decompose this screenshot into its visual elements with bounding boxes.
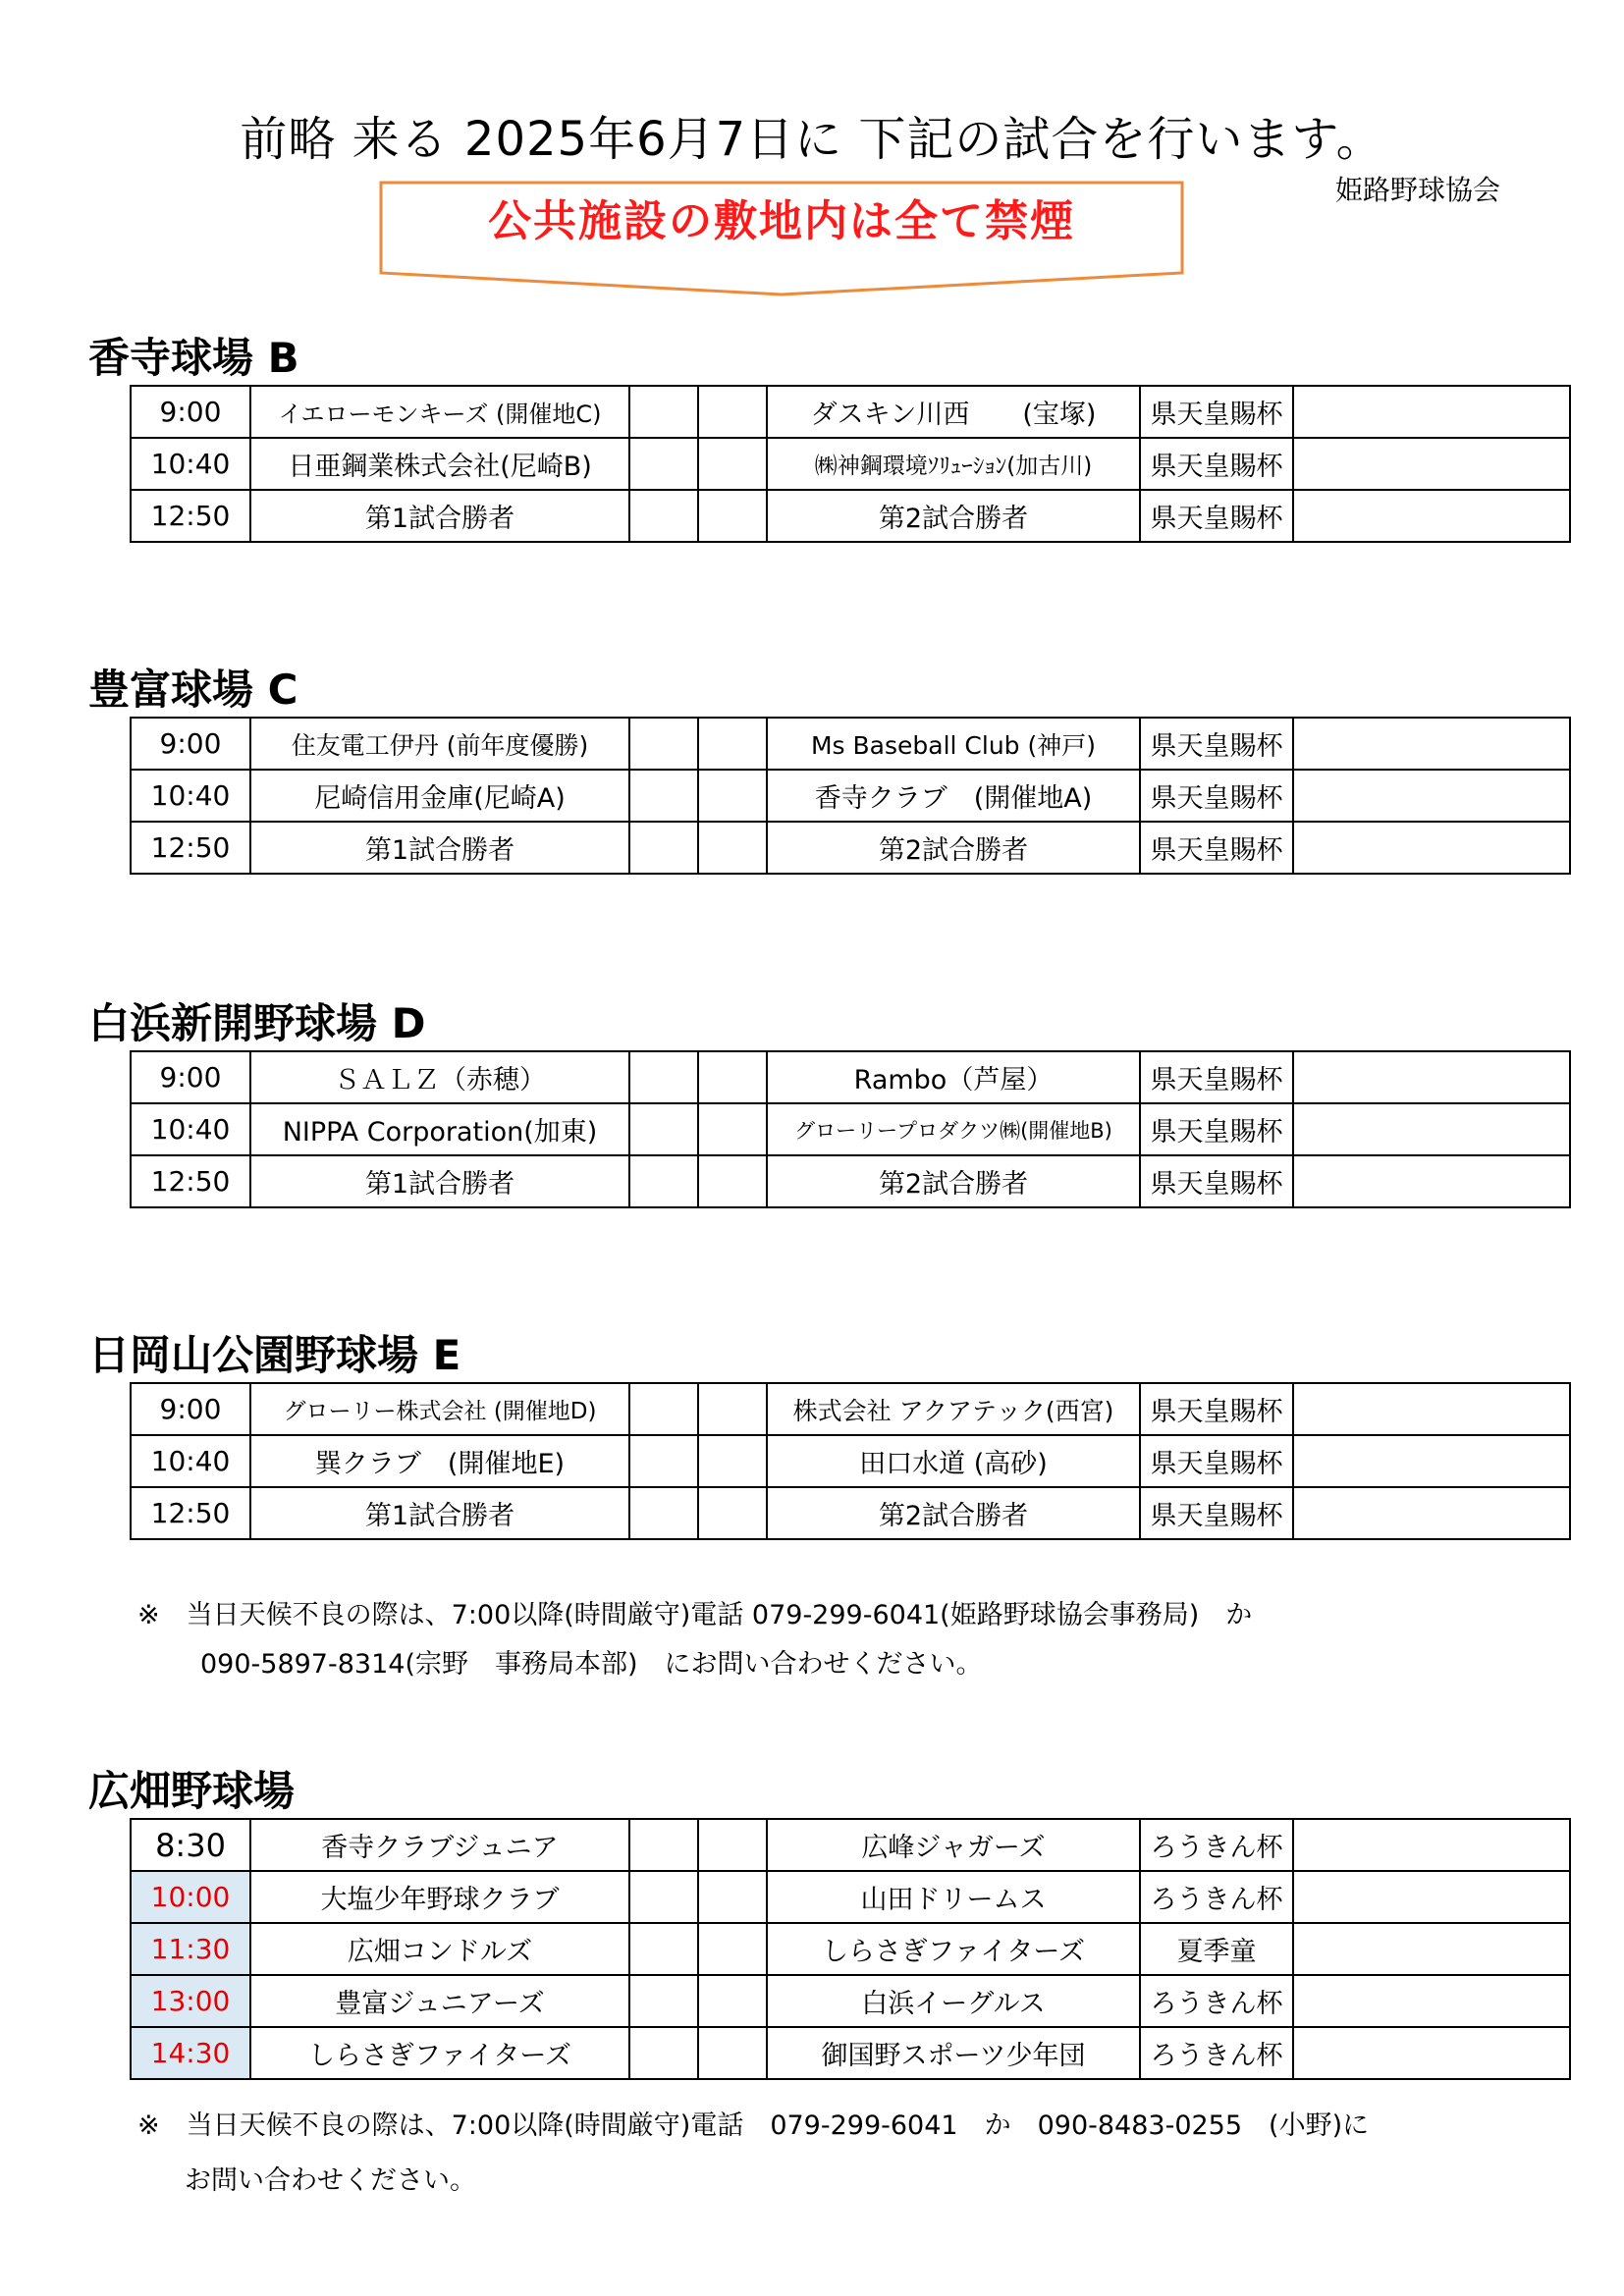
organization-name: 姫路野球協会 xyxy=(1335,174,1501,206)
home-team-cell: 日亜鋼業株式会社(尼崎B) xyxy=(250,438,629,490)
home-team-cell: 住友電工伊丹 (前年度優勝) xyxy=(250,718,629,770)
score-cell xyxy=(629,490,698,542)
score-cell xyxy=(698,490,767,542)
home-team-cell: 第1試合勝者 xyxy=(250,1487,629,1539)
table-row xyxy=(131,1103,1570,1155)
time-cell: 10:40 xyxy=(131,770,250,822)
cup-cell: 県天皇賜杯 xyxy=(1140,438,1293,490)
time-cell: 12:50 xyxy=(131,822,250,874)
banner-text: 公共施設の敷地内は全て禁煙 xyxy=(488,196,1075,246)
time-cell: 10:00 xyxy=(131,1871,250,1923)
table-row xyxy=(131,822,1570,874)
time-cell: 10:40 xyxy=(131,1435,250,1487)
home-team-cell: 尼崎信用金庫(尼崎A) xyxy=(250,770,629,822)
time-cell: 9:00 xyxy=(131,718,250,770)
score-cell xyxy=(698,718,767,770)
score-cell xyxy=(629,1155,698,1207)
table-row xyxy=(131,1383,1570,1435)
table-row xyxy=(131,1435,1570,1487)
score-cell xyxy=(698,1383,767,1435)
time-cell: 9:00 xyxy=(131,1051,250,1103)
time-cell: 12:50 xyxy=(131,1487,250,1539)
score-cell xyxy=(629,1819,698,1871)
time-cell: 14:30 xyxy=(131,2027,250,2079)
venue-title-d: 白浜新開野球場 D xyxy=(88,999,426,1047)
cup-cell: 県天皇賜杯 xyxy=(1140,1155,1293,1207)
home-team-cell: 香寺クラブジュニア xyxy=(250,1819,629,1871)
score-cell xyxy=(698,770,767,822)
score-cell xyxy=(629,770,698,822)
cup-cell: 県天皇賜杯 xyxy=(1140,490,1293,542)
home-team-cell: ＳＡＬＺ（赤穂） xyxy=(250,1051,629,1103)
away-team-cell: Rambo（芦屋） xyxy=(767,1051,1140,1103)
score-cell xyxy=(698,386,767,438)
schedule-table-d xyxy=(130,1050,1571,1208)
notes-cell xyxy=(1293,1923,1570,1975)
score-cell xyxy=(629,1487,698,1539)
schedule-table-e xyxy=(130,1382,1571,1540)
home-team-cell: 第1試合勝者 xyxy=(250,490,629,542)
table-row xyxy=(131,1051,1570,1103)
away-team-cell: グローリープロダクツ㈱(開催地B) xyxy=(767,1103,1140,1155)
score-cell xyxy=(698,2027,767,2079)
time-cell: 8:30 xyxy=(131,1819,250,1871)
score-cell xyxy=(698,1975,767,2027)
cup-cell: ろうきん杯 xyxy=(1140,1819,1293,1871)
score-cell xyxy=(629,386,698,438)
notes-cell xyxy=(1293,1051,1570,1103)
score-cell xyxy=(698,438,767,490)
score-cell xyxy=(629,1923,698,1975)
score-cell xyxy=(698,1487,767,1539)
table-row xyxy=(131,1923,1570,1975)
home-team-cell: しらさぎファイターズ xyxy=(250,2027,629,2079)
home-team-cell: 広畑コンドルズ xyxy=(250,1923,629,1975)
score-cell xyxy=(698,1871,767,1923)
notes-cell xyxy=(1293,1819,1570,1871)
venue-title-hirohata: 広畑野球場 xyxy=(88,1767,296,1815)
away-team-cell: Ms Baseball Club (神戸) xyxy=(767,718,1140,770)
score-cell xyxy=(629,2027,698,2079)
cup-cell: 県天皇賜杯 xyxy=(1140,822,1293,874)
time-cell: 12:50 xyxy=(131,1155,250,1207)
score-cell xyxy=(629,1435,698,1487)
table-row xyxy=(131,438,1570,490)
notes-cell xyxy=(1293,2027,1570,2079)
venue-title-e: 日岡山公園野球場 E xyxy=(88,1331,461,1379)
score-cell xyxy=(698,1923,767,1975)
headline: 前略 来る 2025年6月7日に 下記の試合を行います。 xyxy=(240,112,1384,167)
away-team-cell: 香寺クラブ (開催地A) xyxy=(767,770,1140,822)
schedule-table-hirohata xyxy=(130,1818,1571,2080)
home-team-cell: 第1試合勝者 xyxy=(250,1155,629,1207)
table-row xyxy=(131,386,1570,438)
home-team-cell: 第1試合勝者 xyxy=(250,822,629,874)
notes-cell xyxy=(1293,1155,1570,1207)
weather-notice-line: お問い合わせください。 xyxy=(185,2165,476,2196)
cup-cell: 県天皇賜杯 xyxy=(1140,1383,1293,1435)
away-team-cell: 山田ドリームス xyxy=(767,1871,1140,1923)
time-cell: 10:40 xyxy=(131,438,250,490)
time-cell: 9:00 xyxy=(131,386,250,438)
home-team-cell: 大塩少年野球クラブ xyxy=(250,1871,629,1923)
time-cell: 13:00 xyxy=(131,1975,250,2027)
table-row xyxy=(131,1155,1570,1207)
table-row xyxy=(131,1975,1570,2027)
notes-cell xyxy=(1293,1383,1570,1435)
table-row xyxy=(131,1871,1570,1923)
score-cell xyxy=(629,822,698,874)
no-smoking-banner xyxy=(379,181,1184,296)
away-team-cell: 広峰ジャガーズ xyxy=(767,1819,1140,1871)
notes-cell xyxy=(1293,1103,1570,1155)
away-team-cell: 第2試合勝者 xyxy=(767,490,1140,542)
cup-cell: ろうきん杯 xyxy=(1140,2027,1293,2079)
notes-cell xyxy=(1293,1435,1570,1487)
table-row xyxy=(131,718,1570,770)
home-team-cell: 豊富ジュニアーズ xyxy=(250,1975,629,2027)
weather-notice-line: ※ 当日天候不良の際は、7:00以降(時間厳守)電話 079-299-6041(姫路野球協会事務局) か xyxy=(137,1600,1253,1630)
cup-cell: 県天皇賜杯 xyxy=(1140,1051,1293,1103)
table-row xyxy=(131,1487,1570,1539)
time-cell: 9:00 xyxy=(131,1383,250,1435)
notes-cell xyxy=(1293,1487,1570,1539)
away-team-cell: 第2試合勝者 xyxy=(767,822,1140,874)
away-team-cell: ㈱神鋼環境ｿﾘｭｰｼｮﾝ(加古川) xyxy=(767,438,1140,490)
notes-cell xyxy=(1293,1975,1570,2027)
home-team-cell: イエローモンキーズ (開催地C) xyxy=(250,386,629,438)
schedule-table-b xyxy=(130,385,1571,543)
score-cell xyxy=(698,1051,767,1103)
notes-cell xyxy=(1293,1871,1570,1923)
cup-cell: 県天皇賜杯 xyxy=(1140,386,1293,438)
away-team-cell: しらさぎファイターズ xyxy=(767,1923,1140,1975)
score-cell xyxy=(629,1383,698,1435)
away-team-cell: 第2試合勝者 xyxy=(767,1487,1140,1539)
notes-cell xyxy=(1293,718,1570,770)
away-team-cell: 白浜イーグルス xyxy=(767,1975,1140,2027)
score-cell xyxy=(629,438,698,490)
away-team-cell: 田口水道 (高砂) xyxy=(767,1435,1140,1487)
notes-cell xyxy=(1293,770,1570,822)
table-row xyxy=(131,490,1570,542)
notes-cell xyxy=(1293,822,1570,874)
away-team-cell: ダスキン川西 (宝塚) xyxy=(767,386,1140,438)
cup-cell: ろうきん杯 xyxy=(1140,1871,1293,1923)
time-cell: 12:50 xyxy=(131,490,250,542)
score-cell xyxy=(629,1871,698,1923)
cup-cell: 県天皇賜杯 xyxy=(1140,1103,1293,1155)
home-team-cell: グローリー株式会社 (開催地D) xyxy=(250,1383,629,1435)
table-row xyxy=(131,2027,1570,2079)
away-team-cell: 株式会社 アクアテック(西宮) xyxy=(767,1383,1140,1435)
time-cell: 11:30 xyxy=(131,1923,250,1975)
notes-cell xyxy=(1293,386,1570,438)
score-cell xyxy=(629,718,698,770)
weather-notice-line: ※ 当日天候不良の際は、7:00以降(時間厳守)電話 079-299-6041 か 090-8483-0255 (小野)に xyxy=(137,2110,1370,2141)
table-row xyxy=(131,1819,1570,1871)
score-cell xyxy=(698,1155,767,1207)
notes-cell xyxy=(1293,490,1570,542)
cup-cell: 県天皇賜杯 xyxy=(1140,1487,1293,1539)
cup-cell: 県天皇賜杯 xyxy=(1140,718,1293,770)
schedule-table-c xyxy=(130,717,1571,875)
time-cell: 10:40 xyxy=(131,1103,250,1155)
away-team-cell: 第2試合勝者 xyxy=(767,1155,1140,1207)
cup-cell: 夏季童 xyxy=(1140,1923,1293,1975)
weather-notice-line: 090-5897-8314(宗野 事務局本部) にお問い合わせください。 xyxy=(200,1649,983,1680)
cup-cell: 県天皇賜杯 xyxy=(1140,1435,1293,1487)
score-cell xyxy=(698,1819,767,1871)
venue-title-b: 香寺球場 B xyxy=(88,334,299,382)
away-team-cell: 御国野スポーツ少年団 xyxy=(767,2027,1140,2079)
home-team-cell: 巽クラブ (開催地E) xyxy=(250,1435,629,1487)
cup-cell: 県天皇賜杯 xyxy=(1140,770,1293,822)
score-cell xyxy=(629,1103,698,1155)
score-cell xyxy=(629,1051,698,1103)
table-row xyxy=(131,770,1570,822)
venue-title-c: 豊富球場 C xyxy=(88,666,298,714)
notes-cell xyxy=(1293,438,1570,490)
score-cell xyxy=(698,1435,767,1487)
score-cell xyxy=(629,1975,698,2027)
score-cell xyxy=(698,822,767,874)
cup-cell: ろうきん杯 xyxy=(1140,1975,1293,2027)
home-team-cell: NIPPA Corporation(加東) xyxy=(250,1103,629,1155)
score-cell xyxy=(698,1103,767,1155)
